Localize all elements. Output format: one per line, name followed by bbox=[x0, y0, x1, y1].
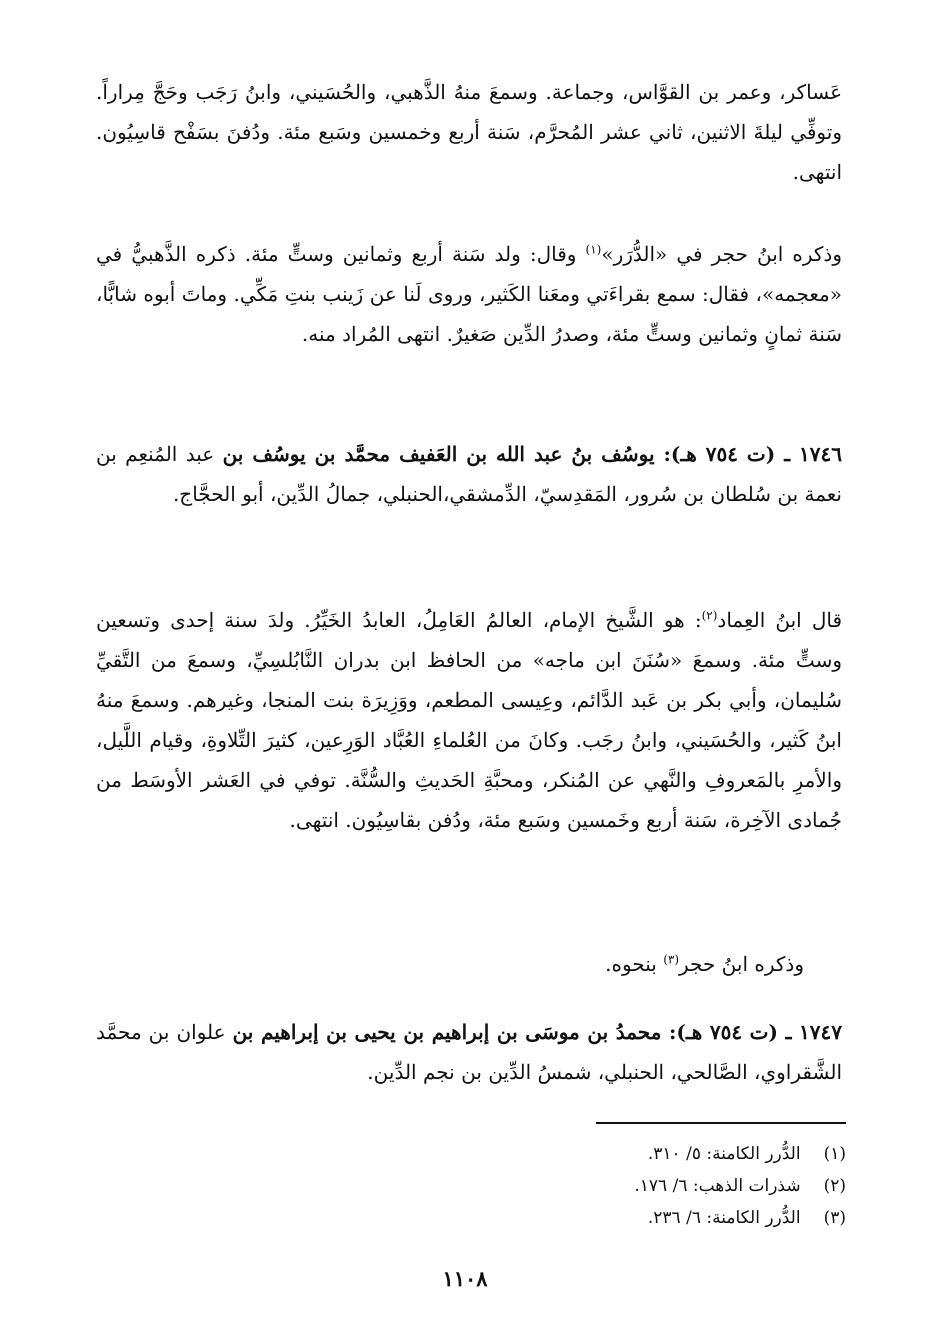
paragraph-4-text-b: : هو الشَّيخ الإمام، العالمُ العَامِلُ، العابدُ الخَيِّرُ. ولدَ سنة إحدى وتسعين وستٍّ مئة. وسمعَ «سُنَنَ ابن ماجه» من الحافظ ابن بدران النَّابُلسِيِّ، وسمعَ من التَّقيِّ سُليمان، وأبي بكر بن عَبد الدَّائم، وعِيسى المطعم، ووَزِيرَة بنت المنجا، وغيرهم. وسمعَ منهُ ابنُ كَثير، والحُسَيني، وابنُ رجَب. وكانَ من العُلماءِ العُبَّاد الوَرِعين، كثيرَ التِّلاوةِ، وقيام اللَّيل، والأمرِ بالمَعروفِ والنَّهي عن المُنكر، ومحبَّةِ الحَديثِ والسُّنَّة. توفي في العَشر الأوسَط من جُمادى الآخِرة، سَنة أربع وخَمسين وسَبع مئة، ودُفن بقاسِيُون. انتهى. bbox=[96, 608, 843, 832]
paragraph-1-text: عَساكر، وعمر بن القوَّاس، وجماعة. وسمعَ منهُ الذَّهبي، والحُسَيني، وابنُ رَجَب وحَجَّ مِراراً. وتوفِّي ليلةَ الاثنين، ثاني عشر المُحرَّم، سَنة أربع وخمسين وسَبع مئة. ودُفنَ بسَفْح قاسِيُون. انتهى. bbox=[96, 80, 842, 184]
entry-1746 bbox=[96, 434, 842, 514]
footnote-3 bbox=[520, 1202, 846, 1234]
footnote-3-number: (٣) bbox=[823, 1208, 846, 1228]
footnote-divider bbox=[596, 1122, 846, 1124]
paragraph-5-text-a: وذكره ابنُ حجر bbox=[679, 952, 804, 976]
paragraph-5-text-b: بنحوه. bbox=[605, 952, 664, 976]
footnote-3-text: الدُّرر الكامنة: ٦/ ٢٣٦. bbox=[647, 1208, 801, 1228]
paragraph-2-text-b: وقال: ولد سَنة أربع وثمانين وستٍّ مئة. ذكره الذَّهبيُّ في «معجمه»، فقال: سمع بقراءَتي ومعَنا الكَثير، وروى لَنا عن زَينب بنتِ مَكِّي. وماتَ أبوه شابًّا، سَنة ثمانٍ وثمانين وستٍّ مئة، وصدرُ الدِّين صَغيرٌ. انتهى المُراد منه. bbox=[96, 242, 842, 346]
paragraph-1 bbox=[96, 72, 842, 192]
paragraph-2 bbox=[96, 234, 842, 354]
paragraph-4 bbox=[96, 600, 842, 840]
entry-1747-heading: ١٧٤٧ ـ (ت ٧٥٤ هـ): محمدُ بن موسَى بن إبراهيم بن يحيى بن إبراهيم بن bbox=[232, 1020, 842, 1044]
page-number: ١١٠٨ bbox=[442, 1266, 488, 1291]
footnotes-list bbox=[520, 1138, 846, 1234]
entry-1747-text: علوان بن محمَّد الشَّقراوي، الصَّالحي، الحنبلي، شمسُ الدِّين بن نجم الدِّين. bbox=[96, 1020, 842, 1084]
footnote-ref-2: (٢) bbox=[701, 608, 718, 623]
footnote-2 bbox=[520, 1170, 846, 1202]
entry-1747 bbox=[96, 1012, 842, 1092]
footnote-ref-3: (٣) bbox=[663, 952, 680, 967]
entry-1746-heading: ١٧٤٦ ـ (ت ٧٥٤ هـ): يوسُف بنُ عبد الله بن العَفيف محمَّد بن يوسُف بن bbox=[222, 442, 842, 466]
entry-1746-text: عبد المُنعِم بن نعمة بن سُلطان بن سُرور، المَقدِسيّ، الدِّمشقي،الحنبلي، جمالُ الدِّين، أبو الحجَّاج. bbox=[96, 442, 842, 506]
footnote-2-number: (٢) bbox=[823, 1176, 846, 1196]
paragraph-2-text-a: وذكره ابنُ حجر في «الدُّرَر» bbox=[601, 242, 842, 266]
footnote-1 bbox=[520, 1138, 846, 1170]
footnote-1-number: (١) bbox=[823, 1144, 846, 1164]
footnote-2-text: شذرات الذهب: ٦/ ١٧٦. bbox=[634, 1176, 801, 1196]
paragraph-4-text-a: قال ابنُ العِماد bbox=[717, 608, 843, 632]
footnote-1-text: الدُّرر الكامنة: ٥/ ٣١٠. bbox=[647, 1144, 801, 1164]
footnote-ref-1: (١) bbox=[585, 242, 602, 257]
paragraph-5 bbox=[96, 944, 842, 984]
